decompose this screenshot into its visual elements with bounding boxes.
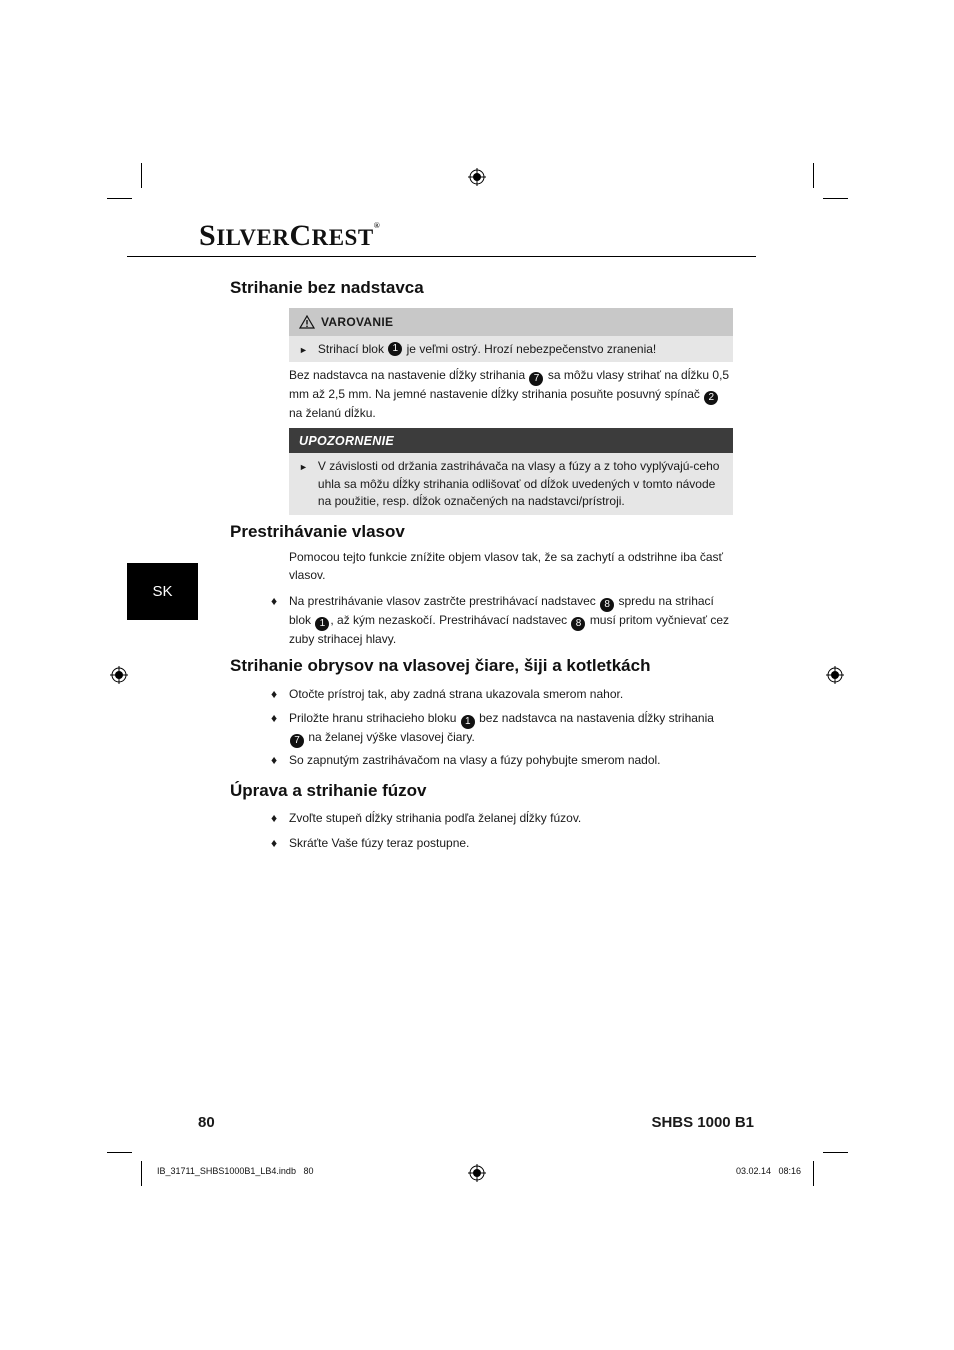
ref-number: 8: [600, 598, 614, 612]
ref-number: 1: [461, 715, 475, 729]
diamond-bullet-icon: ♦: [271, 594, 278, 608]
registration-mark-icon: [468, 168, 486, 186]
section-title: Prestrihávanie vlasov: [230, 522, 405, 541]
warning-box: [289, 308, 733, 362]
list-item: So zapnutým zastrihávačom na vlasy a fúzy pohybujte smerom nadol.: [289, 753, 661, 767]
paragraph: Pomocou tejto funkcie znížite objem vlasov tak, že sa zachytí a odstrihne iba časť vlasov.: [289, 550, 724, 582]
header-rule: [127, 256, 756, 257]
diamond-bullet-icon: ♦: [271, 687, 278, 701]
model-number: SHBS 1000 B1: [651, 1114, 754, 1131]
diamond-bullet-icon: ♦: [271, 811, 278, 825]
arrow-bullet-icon: ►: [299, 462, 308, 472]
language-tab: SK: [127, 563, 198, 620]
diamond-bullet-icon: ♦: [271, 711, 278, 725]
ref-number: 7: [290, 734, 304, 748]
crop-mark: [141, 1161, 142, 1186]
list-item: Skráťte Vaše fúzy teraz postupne.: [289, 836, 470, 850]
diamond-bullet-icon: ♦: [271, 836, 278, 850]
registration-mark-icon: [110, 666, 128, 684]
list-item: Na prestrihávanie vlasov zastrčte prestrihávací nadstavec 8 spredu na strihací blok 1 , až kým nezaskočí. Prestrihávací nadstavec 8 musí pritom vyčnievať cez zuby strihacej hlavy.: [289, 594, 730, 646]
list-item: Otočte prístroj tak, aby zadná strana ukazovala smerom nahor.: [289, 687, 624, 701]
note-label: UPOZORNENIE: [289, 428, 733, 453]
ref-number: 2: [704, 391, 718, 405]
section-title: Strihanie bez nadstavca: [230, 278, 424, 297]
section-title: Úprava a strihanie fúzov: [230, 781, 427, 800]
crop-mark: [107, 198, 132, 199]
ref-number: 8: [571, 617, 585, 631]
page-number: 80: [198, 1114, 215, 1131]
warning-label: VAROVANIE: [321, 315, 394, 329]
list-item: Priložte hranu strihacieho bloku 1 bez nadstavca na nastavenia dĺžky strihania 7 na želanej výške vlasovej čiary.: [289, 711, 714, 746]
crop-mark: [107, 1152, 132, 1153]
note-body: ► V závislosti od držania zastrihávača na vlasy a fúzy a z toho vyplývajú-ceho uhla sa môžu dĺžky strihania odlišovať od dĺžok uvedených v tomto návode na použitie, resp. dĺžok označených na nadstavci/prístroji.: [289, 453, 733, 515]
warning-triangle-icon: [299, 315, 315, 329]
print-slug-file: IB_31711_SHBS1000B1_LB4.indb 80: [157, 1166, 314, 1176]
crop-mark: [823, 1152, 848, 1153]
crop-mark: [141, 163, 142, 188]
section-title: Strihanie obrysov na vlasovej čiare, šiji a kotletkách: [230, 656, 651, 675]
warning-body: ► Strihací blok 1 je veľmi ostrý. Hrozí nebezpečenstvo zranenia!: [289, 336, 733, 362]
crop-mark: [813, 163, 814, 188]
registration-mark-icon: [826, 666, 844, 684]
registration-mark-icon: [468, 1164, 486, 1182]
ref-number: 7: [529, 372, 543, 386]
ref-number: 1: [315, 617, 329, 631]
paragraph: Bez nadstavca na nastavenie dĺžky strihania 7 sa môžu vlasy strihať na dĺžku 0,5 mm až 2,5 mm. Na jemné nastavenie dĺžky strihania posuňte posuvný spínač 2 na želanú dĺžku.: [289, 368, 730, 420]
list-item: Zvoľte stupeň dĺžky strihania podľa želanej dĺžky fúzov.: [289, 811, 582, 825]
ref-number: 1: [388, 342, 402, 356]
print-slug-date: 03.02.14 08:16: [736, 1166, 802, 1176]
crop-mark: [813, 1161, 814, 1186]
note-box: [289, 428, 733, 515]
crop-mark: [823, 198, 848, 199]
silvercrest-logo: SILVERCREST®: [199, 219, 381, 252]
diamond-bullet-icon: ♦: [271, 753, 278, 767]
arrow-bullet-icon: ►: [299, 344, 308, 355]
warning-header: [289, 308, 733, 336]
